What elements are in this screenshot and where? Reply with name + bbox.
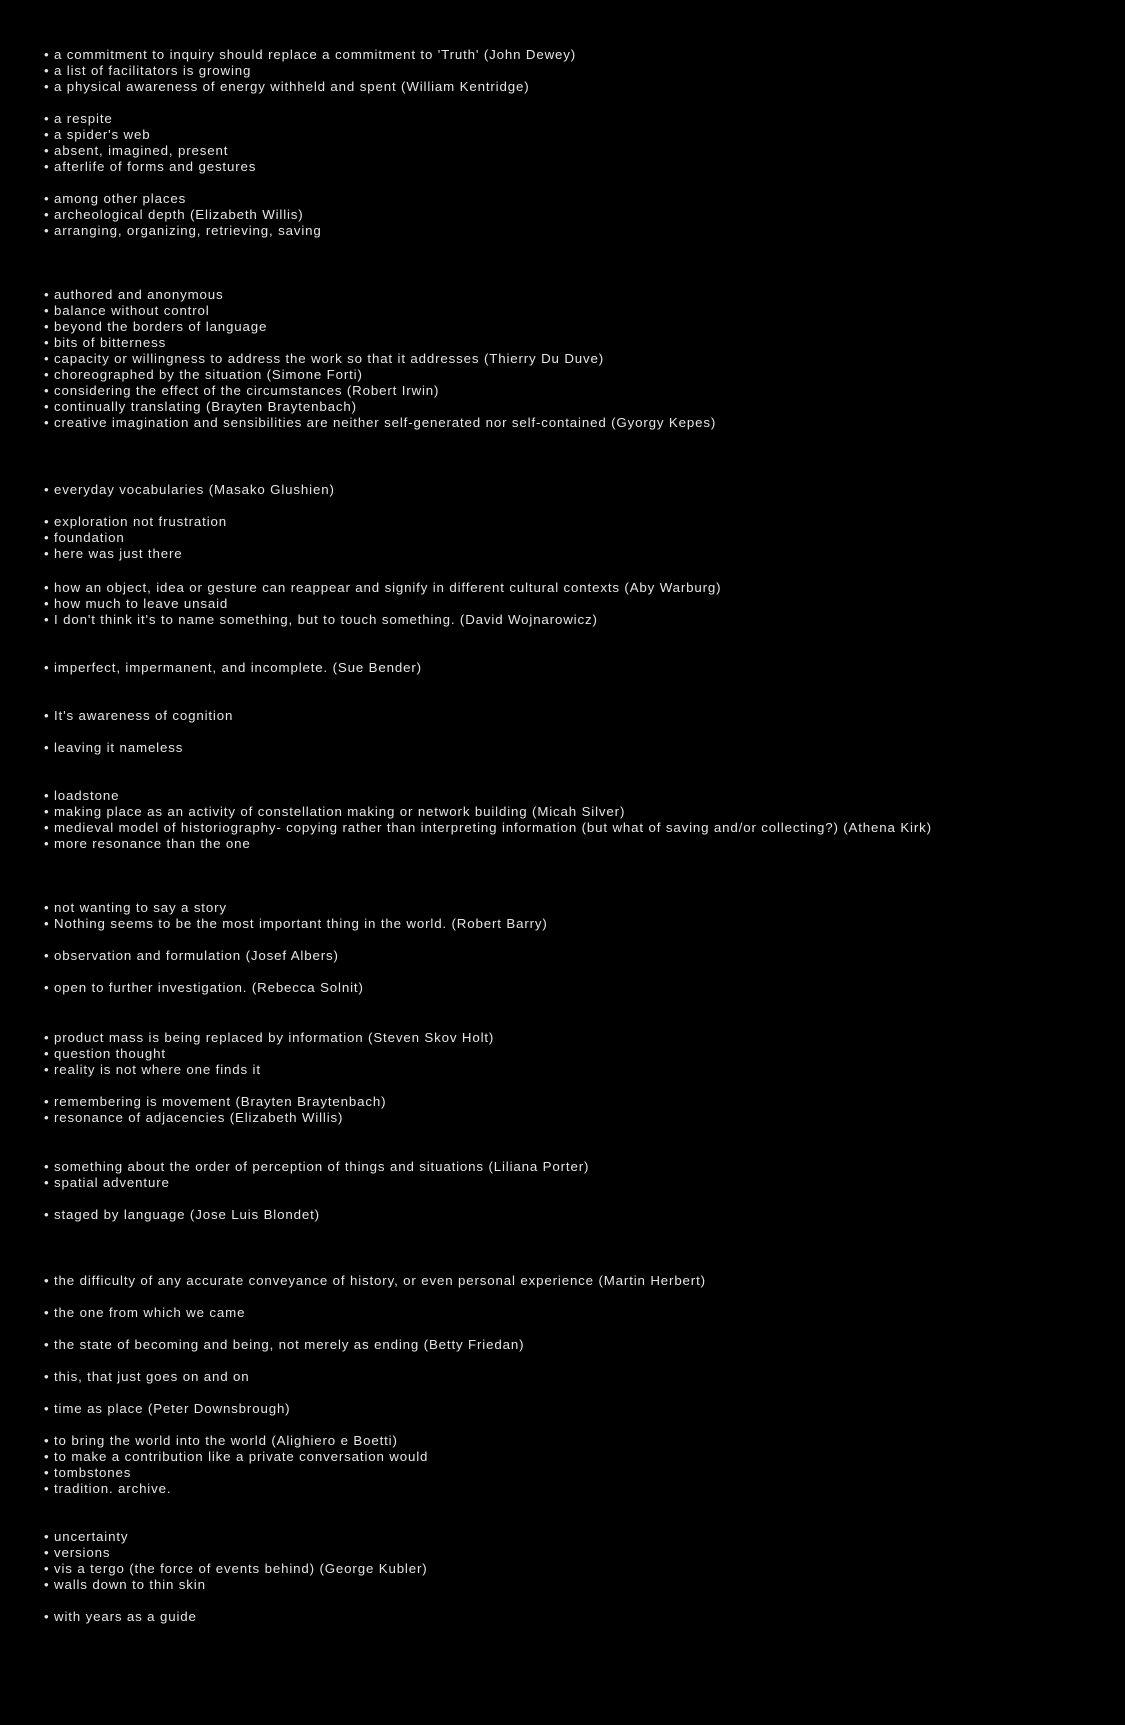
list-item [44, 788, 119, 804]
list-item [44, 1305, 245, 1321]
list-item-text: remembering is movement (Brayten Braytenbach) [54, 1094, 387, 1109]
bullet-icon: • [44, 804, 50, 819]
bullet-icon: • [44, 1465, 50, 1480]
list-item [44, 820, 932, 836]
list-item-text: to make a contribution like a private conversation would [54, 1449, 429, 1464]
list-item-text: not wanting to say a story [54, 900, 227, 915]
list-item [44, 111, 113, 127]
list-item [44, 580, 721, 596]
list-item-text: versions [54, 1545, 111, 1560]
bullet-icon: • [44, 1337, 50, 1352]
bullet-icon: • [44, 223, 50, 238]
list-item [44, 319, 267, 335]
list-item [44, 1046, 166, 1062]
list-item-text: walls down to thin skin [54, 1577, 206, 1592]
list-item [44, 159, 256, 175]
list-item-text: a physical awareness of energy withheld and spent (William Kentridge) [54, 79, 530, 94]
list-item [44, 514, 227, 530]
list-item [44, 482, 335, 498]
bullet-icon: • [44, 191, 50, 206]
bullet-icon: • [44, 980, 50, 995]
bullet-icon: • [44, 1175, 50, 1190]
list-item [44, 207, 304, 223]
list-item [44, 415, 716, 431]
list-item [44, 1369, 250, 1385]
bullet-icon: • [44, 1449, 50, 1464]
bullet-icon: • [44, 836, 50, 851]
list-item-text: afterlife of forms and gestures [54, 159, 257, 174]
list-item-text: with years as a guide [54, 1609, 197, 1624]
list-item [44, 1465, 131, 1481]
bullet-icon: • [44, 1207, 50, 1222]
list-item [44, 916, 548, 932]
list-item-text: tombstones [54, 1465, 132, 1480]
list-item [44, 1337, 524, 1353]
list-item [44, 836, 251, 852]
bullet-icon: • [44, 351, 50, 366]
list-item [44, 399, 357, 415]
bullet-icon: • [44, 127, 50, 142]
bullet-icon: • [44, 159, 50, 174]
list-item-text: making place as an activity of constellation making or network building (Micah Silver) [54, 804, 626, 819]
list-item-text: spatial adventure [54, 1175, 170, 1190]
list-item [44, 1433, 398, 1449]
bullet-icon: • [44, 1062, 50, 1077]
bullet-icon: • [44, 1401, 50, 1416]
list-item [44, 708, 233, 724]
bullet-icon: • [44, 47, 50, 62]
list-item [44, 351, 604, 367]
list-item-text: leaving it nameless [54, 740, 184, 755]
list-item [44, 530, 125, 546]
bullet-icon: • [44, 660, 50, 675]
list-item-text: everyday vocabularies (Masako Glushien) [54, 482, 335, 497]
list-item-text: the difficulty of any accurate conveyance of history, or even personal experience (Martin Herbert) [54, 1273, 706, 1288]
list-item [44, 1529, 128, 1545]
list-item [44, 1561, 428, 1577]
bullet-icon: • [44, 303, 50, 318]
bullet-icon: • [44, 79, 50, 94]
list-item [44, 287, 224, 303]
bullet-icon: • [44, 1481, 50, 1496]
list-item-text: It's awareness of cognition [54, 708, 234, 723]
bullet-icon: • [44, 820, 50, 835]
list-item-text: continually translating (Brayten Braytenbach) [54, 399, 357, 414]
bullet-icon: • [44, 1030, 50, 1045]
list-item [44, 612, 598, 628]
bullet-icon: • [44, 482, 50, 497]
list-item-text: product mass is being replaced by information (Steven Skov Holt) [54, 1030, 495, 1045]
list-item-text: here was just there [54, 546, 183, 561]
list-item [44, 1401, 290, 1417]
list-item-text: observation and formulation (Josef Albers) [54, 948, 339, 963]
bullet-icon: • [44, 1046, 50, 1061]
list-item-text: Nothing seems to be the most important thing in the world. (Robert Barry) [54, 916, 548, 931]
list-item-text: question thought [54, 1046, 166, 1061]
list-item-text: how much to leave unsaid [54, 596, 229, 611]
bullet-icon: • [44, 1577, 50, 1592]
bullet-icon: • [44, 612, 50, 627]
bullet-icon: • [44, 415, 50, 430]
list-item [44, 1577, 206, 1593]
list-item-text: beyond the borders of language [54, 319, 268, 334]
list-item [44, 1062, 261, 1078]
list-item-text: foundation [54, 530, 125, 545]
list-item-text: considering the effect of the circumstances (Robert Irwin) [54, 383, 440, 398]
list-item [44, 47, 576, 63]
list-item [44, 1609, 197, 1625]
list-item-text: the one from which we came [54, 1305, 246, 1320]
list-item-text: the state of becoming and being, not merely as ending (Betty Friedan) [54, 1337, 525, 1352]
list-item [44, 804, 625, 820]
list-item-text: imperfect, impermanent, and incomplete. (Sue Bender) [54, 660, 422, 675]
list-item [44, 948, 339, 964]
list-item [44, 191, 186, 207]
list-item-text: resonance of adjacencies (Elizabeth Willis) [54, 1110, 344, 1125]
bullet-icon: • [44, 580, 50, 595]
bullet-icon: • [44, 319, 50, 334]
bullet-icon: • [44, 740, 50, 755]
list-item-text: absent, imagined, present [54, 143, 229, 158]
bullet-icon: • [44, 546, 50, 561]
list-item-text: more resonance than the one [54, 836, 251, 851]
bullet-icon: • [44, 1561, 50, 1576]
bullet-icon: • [44, 1110, 50, 1125]
bullet-icon: • [44, 1273, 50, 1288]
list-item-text: a spider's web [54, 127, 151, 142]
bullet-icon: • [44, 916, 50, 931]
list-item-text: how an object, idea or gesture can reappear and signify in different cultural contexts (Aby Warburg) [54, 580, 722, 595]
bullet-icon: • [44, 1433, 50, 1448]
list-item-text: creative imagination and sensibilities are neither self-generated nor self-contained (Gyorgy Kepes) [54, 415, 717, 430]
list-item-text: balance without control [54, 303, 210, 318]
bullet-icon: • [44, 1545, 50, 1560]
list-item-text: staged by language (Jose Luis Blondet) [54, 1207, 320, 1222]
list-item [44, 546, 183, 562]
bullet-icon: • [44, 530, 50, 545]
list-item-text: time as place (Peter Downsbrough) [54, 1401, 291, 1416]
bullet-icon: • [44, 143, 50, 158]
list-item-text: a respite [54, 111, 113, 126]
list-item-text: exploration not frustration [54, 514, 227, 529]
bullet-icon: • [44, 399, 50, 414]
bullet-icon: • [44, 367, 50, 382]
list-item [44, 1545, 110, 1561]
list-item-text: among other places [54, 191, 187, 206]
list-item-text: reality is not where one finds it [54, 1062, 261, 1077]
list-item [44, 740, 183, 756]
list-item [44, 79, 530, 95]
list-item-text: capacity or willingness to address the work so that it addresses (Thierry Du Duve) [54, 351, 605, 366]
list-item-text: something about the order of perception of things and situations (Liliana Porter) [54, 1159, 590, 1174]
list-item-text: a commitment to inquiry should replace a commitment to 'Truth' (John Dewey) [54, 47, 577, 62]
list-item [44, 223, 322, 239]
bullet-icon: • [44, 900, 50, 915]
bullet-icon: • [44, 1529, 50, 1544]
list-item [44, 1094, 386, 1110]
list-item [44, 303, 210, 319]
list-item-text: I don't think it's to name something, but to touch something. (David Wojnarowicz) [54, 612, 598, 627]
bullet-icon: • [44, 1369, 50, 1384]
list-item [44, 143, 228, 159]
list-item-text: to bring the world into the world (Alighiero e Boetti) [54, 1433, 398, 1448]
list-item-text: archeological depth (Elizabeth Willis) [54, 207, 304, 222]
bullet-icon: • [44, 1159, 50, 1174]
bullet-icon: • [44, 287, 50, 302]
bullet-icon: • [44, 1609, 50, 1624]
list-item [44, 63, 251, 79]
list-item [44, 367, 363, 383]
list-item [44, 596, 228, 612]
bullet-icon: • [44, 1094, 50, 1109]
bullet-icon: • [44, 596, 50, 611]
bullet-icon: • [44, 111, 50, 126]
list-item [44, 1481, 171, 1497]
list-item-text: loadstone [54, 788, 120, 803]
list-item-text: bits of bitterness [54, 335, 167, 350]
list-item [44, 980, 364, 996]
bullet-icon: • [44, 383, 50, 398]
list-item-text: open to further investigation. (Rebecca Solnit) [54, 980, 364, 995]
list-item [44, 1110, 343, 1126]
bullet-icon: • [44, 708, 50, 723]
bullet-icon: • [44, 1305, 50, 1320]
bullet-icon: • [44, 335, 50, 350]
list-item-text: vis a tergo (the force of events behind) (George Kubler) [54, 1561, 428, 1576]
bullet-icon: • [44, 788, 50, 803]
list-item [44, 1449, 428, 1465]
bullet-icon: • [44, 514, 50, 529]
list-item-text: medieval model of historiography- copying rather than interpreting information (but what of saving and/or collecting?) (Athena Kirk) [54, 820, 932, 835]
list-item-text: uncertainty [54, 1529, 129, 1544]
list-item-text: tradition. archive. [54, 1481, 172, 1496]
list-item [44, 1273, 706, 1289]
list-item [44, 900, 227, 916]
list-item-text: this, that just goes on and on [54, 1369, 250, 1384]
list-item-text: arranging, organizing, retrieving, saving [54, 223, 322, 238]
bullet-icon: • [44, 948, 50, 963]
list-item [44, 1159, 589, 1175]
list-item-text: a list of facilitators is growing [54, 63, 252, 78]
list-item [44, 1207, 320, 1223]
bullet-icon: • [44, 207, 50, 222]
list-item [44, 335, 166, 351]
list-item [44, 383, 439, 399]
list-item-text: choreographed by the situation (Simone Forti) [54, 367, 363, 382]
list-item-text: authored and anonymous [54, 287, 224, 302]
list-item [44, 660, 422, 676]
list-item [44, 1175, 170, 1191]
list-item [44, 127, 150, 143]
bullet-icon: • [44, 63, 50, 78]
list-item [44, 1030, 494, 1046]
